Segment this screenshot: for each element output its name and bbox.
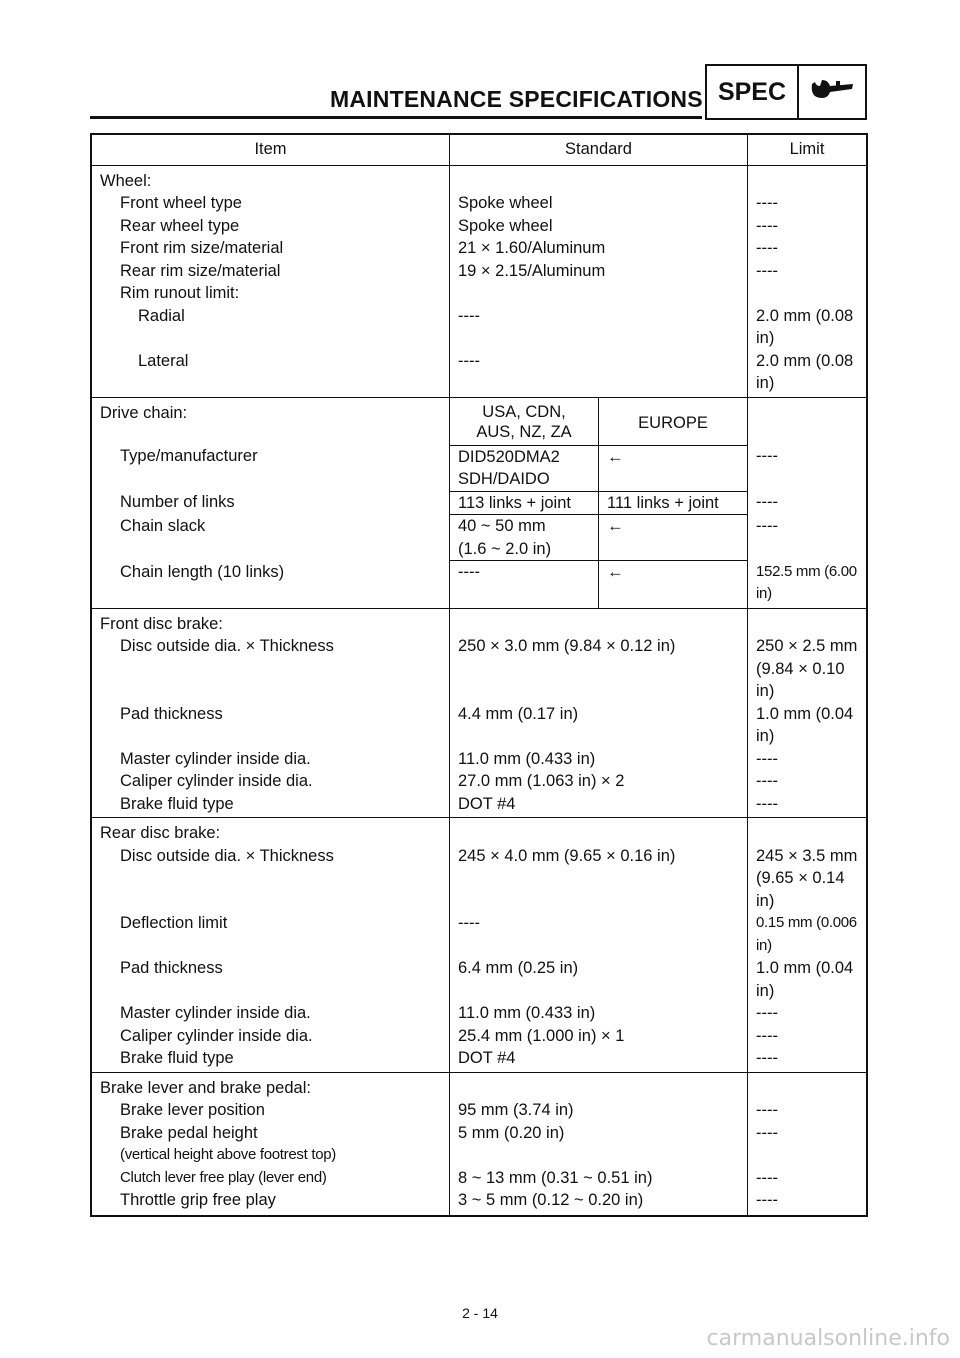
cell-item: Type/manufacturer (91, 445, 450, 491)
cell-limit: ---- (756, 1168, 778, 1187)
table-row (91, 1122, 867, 1145)
cell-item: Chain slack (91, 515, 450, 561)
table-row (91, 215, 867, 238)
cell-item: Radial (91, 305, 450, 350)
cell-standard: 6.4 mm (0.25 in) (450, 957, 748, 1002)
cell-limit: ---- (756, 1123, 778, 1142)
cell-item: Number of links (91, 491, 450, 515)
cell-limit: ---- (756, 1004, 778, 1022)
cell-item: Rear rim size/material (91, 260, 450, 283)
cell-standard: 95 mm (3.74 in) (450, 1099, 748, 1122)
cell-limit: ---- (756, 216, 778, 235)
cell-standard: Spoke wheel (450, 215, 748, 238)
table-row (91, 1047, 867, 1072)
cell-standard: ---- (450, 912, 748, 957)
table-row (91, 635, 867, 703)
cell-standard: 40 ~ 50 mm (1.6 ~ 2.0 in) (450, 515, 599, 561)
cell-limit: ---- (756, 1191, 778, 1209)
cell-item: Pad thickness (91, 957, 450, 1002)
spec-label: SPEC (707, 66, 799, 118)
table-row (91, 770, 867, 793)
table-row (91, 1189, 867, 1216)
cell-item: Caliper cylinder inside dia. (91, 770, 450, 793)
cell-limit: 2.0 mm (0.08 in) (748, 350, 868, 398)
cell-limit: ---- (756, 516, 778, 535)
cell-item: Deflection limit (91, 912, 450, 957)
cell-limit (748, 282, 868, 305)
table-row (91, 608, 867, 635)
cell-item-note: (vertical height above footrest top) (91, 1144, 450, 1167)
table-row (91, 845, 867, 913)
wrench-icon (799, 66, 865, 118)
cell-item: Brake fluid type (91, 1047, 450, 1072)
table-row (91, 1167, 867, 1190)
table-header (91, 134, 867, 165)
cell-limit: 152.5 mm (6.00 in) (748, 561, 868, 609)
cell-limit: 245 × 3.5 mm (9.65 × 0.14 in) (756, 846, 858, 910)
table-row (91, 491, 867, 515)
cell-standard: ---- (450, 561, 599, 609)
cell-limit: 1.0 mm (0.04 in) (756, 959, 854, 1000)
table-row (91, 561, 867, 609)
region-header-usa: USA, CDN, AUS, NZ, ZA (476, 402, 572, 441)
table-row (91, 912, 867, 957)
table-row (91, 957, 867, 1002)
cell-limit: ---- (756, 447, 778, 465)
cell-limit: 2.0 mm (0.08 in) (756, 306, 854, 347)
table-row (91, 192, 867, 215)
table-row (91, 748, 867, 771)
cell-item: Rear wheel type (91, 215, 450, 238)
table-row (91, 703, 867, 748)
cell-standard-eu: ← (599, 445, 748, 491)
cell-standard: Spoke wheel (450, 192, 748, 215)
cell-standard: 250 × 3.0 mm (9.84 × 0.12 in) (450, 635, 748, 703)
col-limit: Limit (748, 134, 868, 165)
table-row (91, 1072, 867, 1099)
cell-item: Brake pedal height (91, 1122, 450, 1145)
cell-limit: ---- (756, 261, 778, 280)
table-row (91, 282, 867, 305)
cell-item: Throttle grip free play (91, 1189, 450, 1216)
table-row (91, 237, 867, 260)
cell-limit: ---- (756, 1026, 778, 1045)
cell-standard-eu: 111 links + joint (599, 491, 748, 515)
cell-standard: 25.4 mm (1.000 in) × 1 (450, 1025, 748, 1048)
cell-item: Chain length (10 links) (91, 561, 450, 609)
cell-standard: 245 × 4.0 mm (9.65 × 0.16 in) (450, 845, 748, 913)
cell-standard (450, 282, 748, 305)
cell-item: Caliper cylinder inside dia. (91, 1025, 450, 1048)
cell-standard: 113 links + joint (450, 491, 599, 515)
cell-standard: 11.0 mm (0.433 in) (450, 748, 748, 771)
cell-item: Brake fluid type (91, 793, 450, 818)
cell-limit: ---- (756, 772, 778, 790)
cell-item: Rim runout limit: (91, 282, 450, 305)
table-row (91, 793, 867, 818)
col-standard: Standard (450, 134, 748, 165)
table-row (91, 350, 867, 398)
table-row (91, 1025, 867, 1048)
cell-limit: 1.0 mm (0.04 in) (756, 704, 854, 745)
cell-item: Disc outside dia. × Thickness (91, 635, 450, 703)
table-row (91, 165, 867, 192)
spec-badge (705, 64, 867, 120)
page-title: MAINTENANCE SPECIFICATIONS (330, 86, 703, 112)
cell-limit: 250 × 2.5 mm (9.84 × 0.10 in) (756, 637, 858, 700)
cell-standard: ---- (450, 350, 748, 398)
table-row (91, 818, 867, 845)
cell-standard-eu: ← (599, 515, 748, 561)
cell-standard: 3 ~ 5 mm (0.12 ~ 0.20 in) (450, 1189, 748, 1216)
cell-item: Lateral (91, 350, 450, 398)
col-item: Item (91, 134, 450, 165)
cell-standard: DID520DMA2 SDH/DAIDO (450, 445, 599, 491)
region-header-europe: EUROPE (599, 397, 748, 445)
table-row (91, 305, 867, 350)
cell-standard: 19 × 2.15/Aluminum (450, 260, 748, 283)
cell-standard: 21 × 1.60/Aluminum (450, 237, 748, 260)
table-row (91, 515, 867, 561)
section-drive-chain: Drive chain: (91, 397, 450, 445)
cell-standard: DOT #4 (450, 1047, 748, 1072)
cell-standard: 27.0 mm (1.063 in) × 2 (450, 770, 748, 793)
section-wheel: Wheel: (91, 165, 450, 192)
spec-table (90, 133, 868, 1217)
cell-limit: ---- (756, 749, 778, 768)
cell-item: Front wheel type (91, 192, 450, 215)
watermark: carmanualsonline.info (706, 1326, 950, 1351)
table-row (91, 1002, 867, 1025)
cell-limit: ---- (748, 793, 868, 818)
cell-limit: ---- (748, 1047, 868, 1072)
table-row (91, 1144, 867, 1167)
section-rear-brake: Rear disc brake: (91, 818, 450, 845)
cell-limit: 0.15 mm (0.006 in) (756, 914, 857, 954)
cell-item: Brake lever position (91, 1099, 450, 1122)
table-row (91, 260, 867, 283)
page-number: 2 - 14 (462, 1305, 498, 1321)
cell-item: Front rim size/material (91, 237, 450, 260)
cell-standard: 5 mm (0.20 in) (450, 1122, 748, 1145)
cell-item: Pad thickness (91, 703, 450, 748)
cell-limit: ---- (756, 239, 778, 257)
cell-standard-eu: ← (599, 561, 748, 609)
table-row (91, 397, 867, 445)
title-underline (90, 116, 702, 119)
cell-limit: ---- (756, 194, 778, 212)
cell-item: Master cylinder inside dia. (91, 1002, 450, 1025)
cell-standard: 8 ~ 13 mm (0.31 ~ 0.51 in) (450, 1167, 748, 1190)
cell-standard: 4.4 mm (0.17 in) (450, 703, 748, 748)
cell-item: Master cylinder inside dia. (91, 748, 450, 771)
table-row (91, 1099, 867, 1122)
cell-standard: 11.0 mm (0.433 in) (450, 1002, 748, 1025)
table-row (91, 445, 867, 491)
cell-item: Clutch lever free play (lever end) (91, 1167, 450, 1190)
cell-limit: ---- (756, 493, 778, 511)
cell-standard: DOT #4 (450, 793, 748, 818)
section-front-brake: Front disc brake: (91, 608, 450, 635)
cell-item: Disc outside dia. × Thickness (91, 845, 450, 913)
section-brake-controls: Brake lever and brake pedal: (91, 1072, 450, 1099)
cell-limit: ---- (756, 1101, 778, 1119)
cell-standard: ---- (450, 305, 748, 350)
